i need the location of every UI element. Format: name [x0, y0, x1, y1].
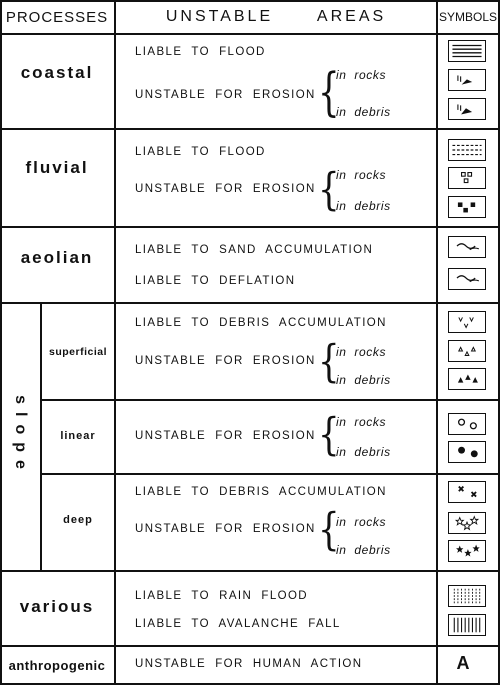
divider-linear-deep: [42, 473, 500, 475]
process-aeolian: aeolian: [20, 248, 94, 267]
superficial-in-debris: in debris: [336, 373, 391, 387]
area-fluvial-erosion: UNSTABLE FOR EROSION: [135, 183, 316, 195]
symbol-column-divider: [436, 0, 438, 685]
horizontal-lines-icon: [448, 40, 486, 62]
area-superficial-debris: LIABLE TO DEBRIS ACCUMULATION: [135, 317, 387, 329]
area-deep-erosion: UNSTABLE FOR EROSION: [135, 523, 316, 535]
fluvial-in-debris: in debris: [336, 199, 391, 213]
area-aeolian-sand: LIABLE TO SAND ACCUMULATION: [135, 244, 374, 256]
header-symbols: SYMBOLS: [438, 10, 498, 24]
anthropogenic-symbol-letter: A: [456, 653, 470, 673]
divider-superficial-linear: [42, 399, 500, 401]
filled-circles-icon: [448, 441, 486, 463]
area-rain-flood: LIABLE TO RAIN FLOOD: [135, 590, 309, 602]
filled-stars-icon: [448, 540, 486, 562]
fluvial-in-rocks: in rocks: [336, 168, 387, 182]
process-fluvial: fluvial: [25, 158, 89, 177]
crosses-icon: [448, 481, 486, 503]
area-avalanche-fall: LIABLE TO AVALANCHE FALL: [135, 618, 341, 630]
header-processes: PROCESSES: [5, 8, 109, 26]
vertical-hatch-icon: [448, 614, 486, 636]
area-linear-erosion: UNSTABLE FOR EROSION: [135, 430, 316, 442]
brace-superficial: {: [318, 336, 340, 388]
process-linear: linear: [60, 430, 96, 442]
deep-in-debris: in debris: [336, 543, 391, 557]
double-wave-icon: [448, 268, 486, 290]
area-superficial-erosion: UNSTABLE FOR EROSION: [135, 355, 316, 367]
open-squares-icon: [448, 167, 486, 189]
open-triangles-icon: [448, 340, 486, 362]
divider-aeolian-slope: [0, 302, 500, 304]
superficial-in-rocks: in rocks: [336, 345, 387, 359]
coastal-rocks-arrow-icon: [448, 69, 486, 91]
header-unstable-areas: UNSTABLE AREAS: [165, 8, 387, 25]
area-fluvial-flood: LIABLE TO FLOOD: [135, 146, 266, 158]
open-stars-icon: [448, 512, 486, 534]
process-various: various: [19, 597, 95, 616]
single-wave-icon: [448, 236, 486, 258]
coastal-debris-arrow-icon: [448, 98, 486, 120]
brace-coastal: {: [318, 63, 340, 123]
deep-in-rocks: in rocks: [336, 515, 387, 529]
dotted-vertical-hatch-icon: [448, 585, 486, 607]
process-coastal: coastal: [20, 63, 94, 82]
dashed-lines-icon: [448, 139, 486, 161]
divider-coastal-fluvial: [0, 128, 500, 130]
linear-in-rocks: in rocks: [336, 415, 387, 429]
area-aeolian-deflation: LIABLE TO DEFLATION: [135, 275, 296, 287]
open-v-marks-icon: [448, 311, 486, 333]
divider-various-anthropogenic: [0, 645, 500, 647]
area-coastal-erosion: UNSTABLE FOR EROSION: [135, 89, 316, 101]
area-deep-debris: LIABLE TO DEBRIS ACCUMULATION: [135, 486, 387, 498]
open-circles-icon: [448, 413, 486, 435]
linear-in-debris: in debris: [336, 445, 391, 459]
divider-slope-various: [0, 570, 500, 572]
coastal-in-rocks: in rocks: [336, 68, 387, 82]
slope-label: slope: [12, 395, 30, 477]
process-deep: deep: [63, 514, 93, 526]
filled-triangles-icon: [448, 368, 486, 390]
area-coastal-flood: LIABLE TO FLOOD: [135, 46, 266, 58]
area-human-action: UNSTABLE FOR HUMAN ACTION: [135, 658, 363, 670]
divider-fluvial-aeolian: [0, 226, 500, 228]
coastal-in-debris: in debris: [336, 105, 391, 119]
process-anthropogenic: anthropogenic: [8, 657, 106, 673]
process-column-divider: [114, 0, 116, 685]
process-slope: [0, 302, 40, 570]
brace-fluvial: {: [318, 164, 340, 216]
process-superficial: superficial: [48, 346, 108, 358]
brace-linear: {: [318, 409, 340, 461]
brace-deep: {: [318, 504, 340, 556]
filled-squares-icon: [448, 196, 486, 218]
